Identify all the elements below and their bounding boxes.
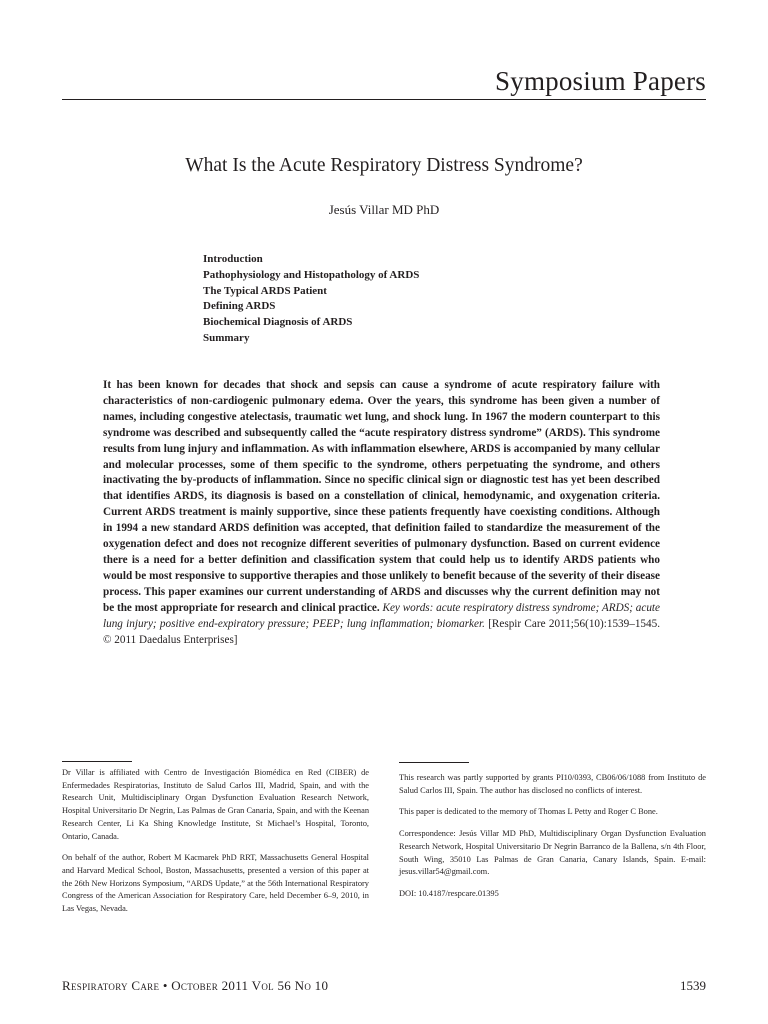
author-name: Jesús Villar MD PhD <box>328 202 440 217</box>
doi-note: DOI: 10.4187/respcare.01395 <box>399 888 499 898</box>
abstract-body: It has been known for decades that shock and sepsis can cause a syndrome of acute respiratory failure with characteristics of non-cardiogenic pulmonary edema. Over the years, this syndrome has been given a number of names, including congestive atelectasis, traumatic wet lung, and shock lung. In 1967 the modern counterpart to this syndrome was described and subsequently called the “acute respiratory distress syndrome” (ARDS). This syndrome results from lung injury and inflammation. As with inflammation elsewhere, ARDS is accompanied by many cellular and molecular processes, some of them specific to the syndrome, others perpetuating the syndrome, and others inactivating the by-products of inflammation. Since no specific clinical sign or diagnostic test has yet been described that identifies ARDS, its diagnosis is based on a constellation of clinical, hemodynamic, and oxygenation criteria. Current ARDS treatment is mainly supportive, since these patients frequently have coexisting conditions. Although in 1994 a new standard ARDS definition was accepted, that definition failed to standardize the measurement of the oxygenation defect and does not recognize different severities of pulmonary dysfunction. Based on current evidence there is a need for a better definition and classification system that could help us to identify ARDS patients who would be most responsive to supportive therapies and those unlikely to benefit because of the severity of their disease process. This paper examines our current understanding of ARDS and discusses why the current definition may not be the most appropriate for research and clinical practice. <box>103 379 660 614</box>
dedication-note: This paper is dedicated to the memory of Thomas L Petty and Roger C Bone. <box>399 807 658 817</box>
footer-journal-line <box>62 978 328 994</box>
footnotes-left <box>62 767 369 916</box>
journal-name: Respiratory Care <box>62 978 160 993</box>
outline-item: Pathophysiology and Histopathology of ARDS <box>203 268 420 281</box>
abstract <box>103 378 660 648</box>
abstract-citation: [Respir Care 2011;56(10):1539–1545. © 2011 Daedalus Enterprises] <box>103 617 660 646</box>
issue-info: October 2011 Vol 56 No 10 <box>171 978 329 993</box>
funding-note: This research was partly supported by grants PI10/0393, CB06/06/1088 from Instituto de Salud Carlos III, Spain. The author has disclosed no conflicts of interest. <box>399 773 706 795</box>
footnote-rule-left <box>62 761 132 762</box>
paper-title: What Is the Acute Respiratory Distress Syndrome? <box>185 155 583 176</box>
footnotes-right <box>399 772 706 901</box>
header-rule <box>62 99 706 100</box>
outline-item: Summary <box>203 331 250 344</box>
page-number: 1539 <box>680 978 706 993</box>
section-title: Symposium Papers <box>495 66 706 96</box>
footer-separator: • <box>162 978 168 993</box>
outline-item: Biochemical Diagnosis of ARDS <box>203 316 353 329</box>
outline-item: Defining ARDS <box>203 300 276 313</box>
article-outline <box>203 252 419 347</box>
abstract-keywords: Key words: acute respiratory distress syndrome; ARDS; acute lung injury; positive end-expiratory pressure; PEEP; lung inflammation; biomarker. <box>103 601 661 630</box>
footnote-rule-right <box>399 762 469 763</box>
correspondence-note: Correspondence: Jesús Villar MD PhD, Multidisciplinary Organ Dysfunction Evaluation Research Network, Hospital Universitario Dr Negrin Barranco de la Ballena, s/n 4th Floor, South Wing, 35010 Las Palmas de Gran Canaria, Canary Islands, Spain. E-mail: jesus.villar54@gmail.com. <box>399 829 706 877</box>
outline-item: Introduction <box>203 253 263 265</box>
affiliation-note: Dr Villar is affiliated with Centro de Investigación Biomédica en Red (CIBER) de Enfermedades Respiratorias, Instituto de Salud Carlos III, Madrid, Spain, and with the Research Unit, Multidisciplinary Organ Dysfunction Evaluation Research Network, Hospital Universitario Dr Negrin, Las Palmas de Gran Canaria, Spain, and with the Keenan Research Center, Li Ka Shing Knowledge Institute, St Michael’s Hospital, Toronto, Ontario, Canada. <box>62 768 370 841</box>
presentation-note: On behalf of the author, Robert M Kacmarek PhD RRT, Massachusetts General Hospital and Harvard Medical School, Boston, Massachusetts, presented a version of this paper at the 26th New Horizons Symposium, “ARDS Update,” at the 56th International Respiratory Congress of the American Association for Respiratory Care, held December 6–9, 2010, in Las Vegas, Nevada. <box>62 853 369 914</box>
outline-item: The Typical ARDS Patient <box>203 284 327 297</box>
